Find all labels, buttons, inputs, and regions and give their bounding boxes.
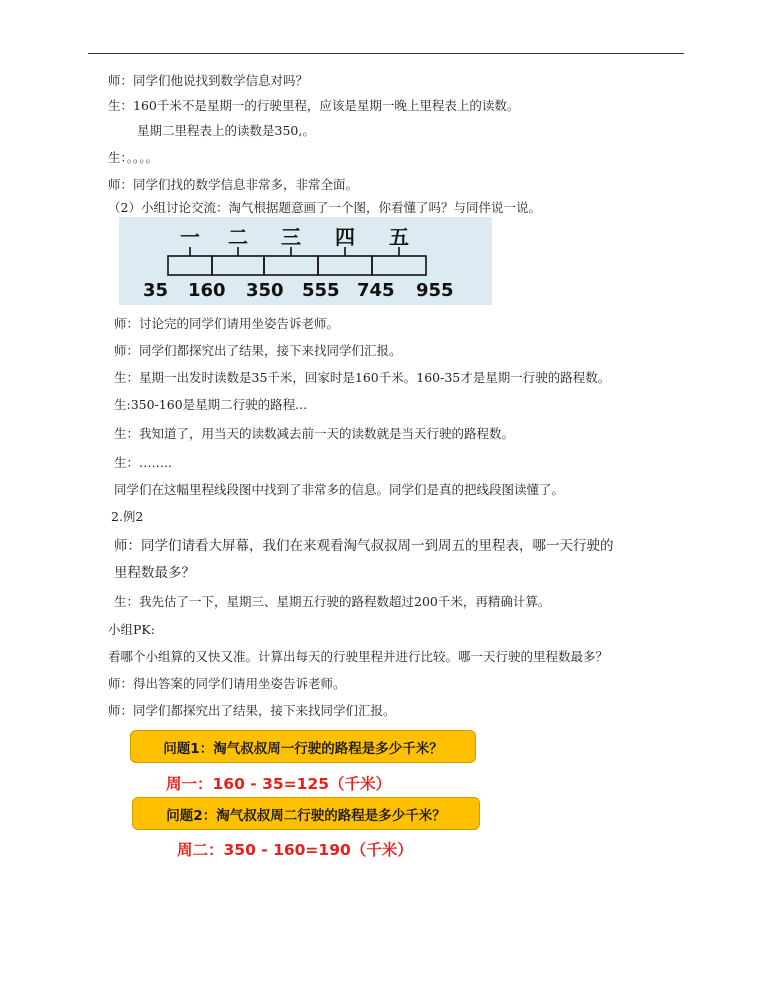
text-line: （2）小组讨论交流：淘气根据题意画了一个图，你看懂了吗？与同伴说一说。 <box>108 200 541 215</box>
segment-box <box>168 256 212 275</box>
text-line: 师：讨论完的同学们请用坐姿告诉老师。 <box>114 316 340 331</box>
mileage-line-diagram <box>119 217 492 305</box>
answer-1: 周一：160 - 35=125（千米） <box>166 775 391 793</box>
odometer-reading: 555 <box>302 280 340 301</box>
odometer-reading: 160 <box>188 280 226 301</box>
text-line: 里程数最多？ <box>114 565 195 581</box>
text-line: 师：同学们他说找到数学信息对吗？ <box>108 73 309 88</box>
segment-box <box>264 256 318 275</box>
odometer-reading: 35 <box>143 280 169 301</box>
day-label: 五 <box>389 225 409 249</box>
text-line: 生:350-160是星期二行驶的路程... <box>114 397 308 412</box>
day-label: 一 <box>180 225 200 249</box>
text-line: 生：我先估了一下，星期三、星期五行驶的路程数超过200千米，再精确计算。 <box>114 594 551 609</box>
segment-box <box>318 256 372 275</box>
text-line: 师：同学们请看大屏幕，我们在来观看淘气叔叔周一到周五的里程表，哪一天行驶的 <box>114 538 614 554</box>
segment-box <box>212 256 264 275</box>
segment-box <box>372 256 426 275</box>
odometer-reading: 745 <box>357 280 395 301</box>
text-line: 生：我知道了，用当天的读数减去前一天的读数就是当天行驶的路程数。 <box>114 426 515 441</box>
text-line: 生：…….. <box>114 455 172 470</box>
odometer-reading: 350 <box>246 280 284 301</box>
day-label: 四 <box>335 225 355 249</box>
header-rule <box>88 53 684 54</box>
text-line: 师：同学们都探究出了结果，接下来找同学们汇报。 <box>114 343 402 358</box>
question-2-banner: 问题2：淘气叔叔周二行驶的路程是多少千米？ <box>132 797 480 830</box>
odometer-reading: 955 <box>416 280 454 301</box>
day-label: 三 <box>281 225 301 249</box>
text-line: 师：同学们找的数学信息非常多，非常全面。 <box>108 177 359 192</box>
text-line: 生：160千米不是星期一的行驶里程，应该是星期一晚上里程表上的读数。 <box>108 98 520 113</box>
text-line: 生：星期一出发时读数是35千米，回家时是160千米。160-35才是星期一行驶的路程数。 <box>114 370 611 385</box>
section-heading: 2.例2 <box>111 509 144 524</box>
text-line: 生：。。。。 <box>108 150 159 165</box>
day-label: 二 <box>228 225 248 249</box>
text-line: 师：得出答案的同学们请用坐姿告诉老师。 <box>108 676 346 691</box>
text-line: 看哪个小组算的又快又准。计算出每天的行驶里程并进行比较。哪一天行驶的里程数最多？ <box>108 649 609 664</box>
text-line: 师：同学们都探究出了结果，接下来找同学们汇报。 <box>108 703 396 718</box>
text-line: 同学们在这幅里程线段图中找到了非常多的信息。同学们是真的把线段图读懂了。 <box>114 482 565 497</box>
text-line: 星期二里程表上的读数是350,。 <box>137 123 315 138</box>
text-line: 小组PK: <box>108 622 155 637</box>
question-1-banner: 问题1：淘气叔叔周一行驶的路程是多少千米？ <box>130 730 476 763</box>
answer-2: 周二：350 - 160=190（千米） <box>177 841 413 859</box>
